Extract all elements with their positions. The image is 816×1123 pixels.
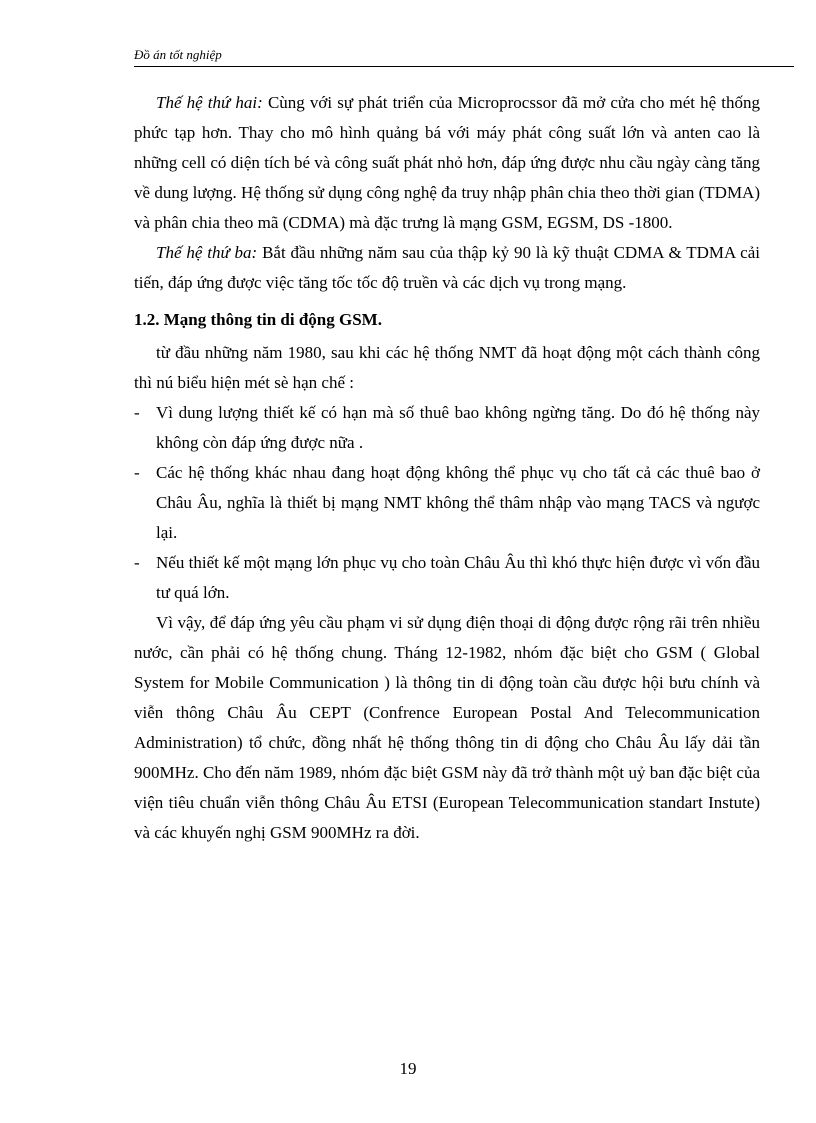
paragraph-text: Cùng với sự phát triển của Microprocssor đã mở cửa cho mét hệ thống phức tạp hơn. Thay cho mô hình quảng bá với máy phát công suất lớn và anten cao là những cell có diện tích bé và công suất phát nhỏ hơn, đáp ứng được nhu cầu ngày càng tăng về dung lượng. Hệ thống sử dụng công nghệ đa truy nhập phân chia theo thời gian (TDMA) và phân chia theo mã (CDMA) mà đặc trưng là mạng GSM, EGSM, DS -1800.: [134, 93, 760, 232]
paragraph-intro-limitations: từ đầu những năm 1980, sau khi các hệ thống NMT đã hoạt động một cách thành công thì nú biểu hiện mét sè hạn chế :: [134, 343, 760, 392]
bullet-mark: -: [134, 463, 140, 482]
paragraph-gsm-history: Vì vậy, để đáp ứng yêu cầu phạm vi sử dụng điện thoại di động được rộng rãi trên nhiều nước, cần phải có hệ thống chung. Tháng 12-1982, nhóm đặc biệt cho GSM ( Global System for Mobile Communication ) là thông tin di động toàn cầu được hội bưu chính và viễn thông Châu Âu CEPT (Confrence European Postal And Telecommunication Administration) tổ chức, đồng nhất hệ thống thông tin di động cho Châu Âu lấy dải tần 900MHz. Cho đến năm 1989, nhóm đặc biệt GSM này đã trở thành một uỷ ban đặc biệt của viện tiêu chuẩn viễn thông Châu Âu ETSI (European Telecommunication standart Instute) và các khuyến nghị GSM 900MHz ra đời.: [134, 613, 760, 842]
bullet-mark: -: [134, 553, 140, 572]
list-item: [134, 398, 760, 458]
list-item: [134, 548, 760, 608]
list-item-text: Vì dung lượng thiết kế có hạn mà số thuê bao không ngừng tăng. Do đó hệ thống này không còn đáp ứng được nữa .: [156, 403, 760, 452]
paragraph-second-generation: [134, 88, 760, 238]
list-item-text: Nếu thiết kế một mạng lớn phục vụ cho toàn Châu Âu thì khó thực hiện được vì vốn đầu tư quá lớn.: [156, 553, 760, 602]
paragraph-third-generation: [134, 238, 760, 298]
page-number: 19: [399, 1059, 417, 1078]
page-header-title: Đồ án tốt nghiệp: [134, 47, 222, 62]
list-item: [134, 458, 760, 548]
bullet-mark: -: [134, 403, 140, 422]
paragraph-lead: Thế hệ thứ hai:: [156, 93, 263, 112]
limitations-list: [134, 398, 760, 608]
header-rule: [134, 66, 794, 67]
section-heading: 1.2. Mạng thông tin di động GSM.: [134, 310, 382, 329]
list-item-text: Các hệ thống khác nhau đang hoạt động không thể phục vụ cho tất cả các thuê bao ở Châu Âu, nghĩa là thiết bị mạng NMT không thể thâm nhập vào mạng TACS và ngược lại.: [156, 463, 760, 542]
document-body: [134, 88, 760, 848]
paragraph-text: Bắt đầu những năm sau của thập kỷ 90 là kỹ thuật CDMA & TDMA cải tiến, đáp ứng được việc tăng tốc tốc độ truền và các dịch vụ trong mạng.: [134, 243, 761, 292]
paragraph-lead: Thế hệ thứ ba:: [156, 243, 258, 262]
